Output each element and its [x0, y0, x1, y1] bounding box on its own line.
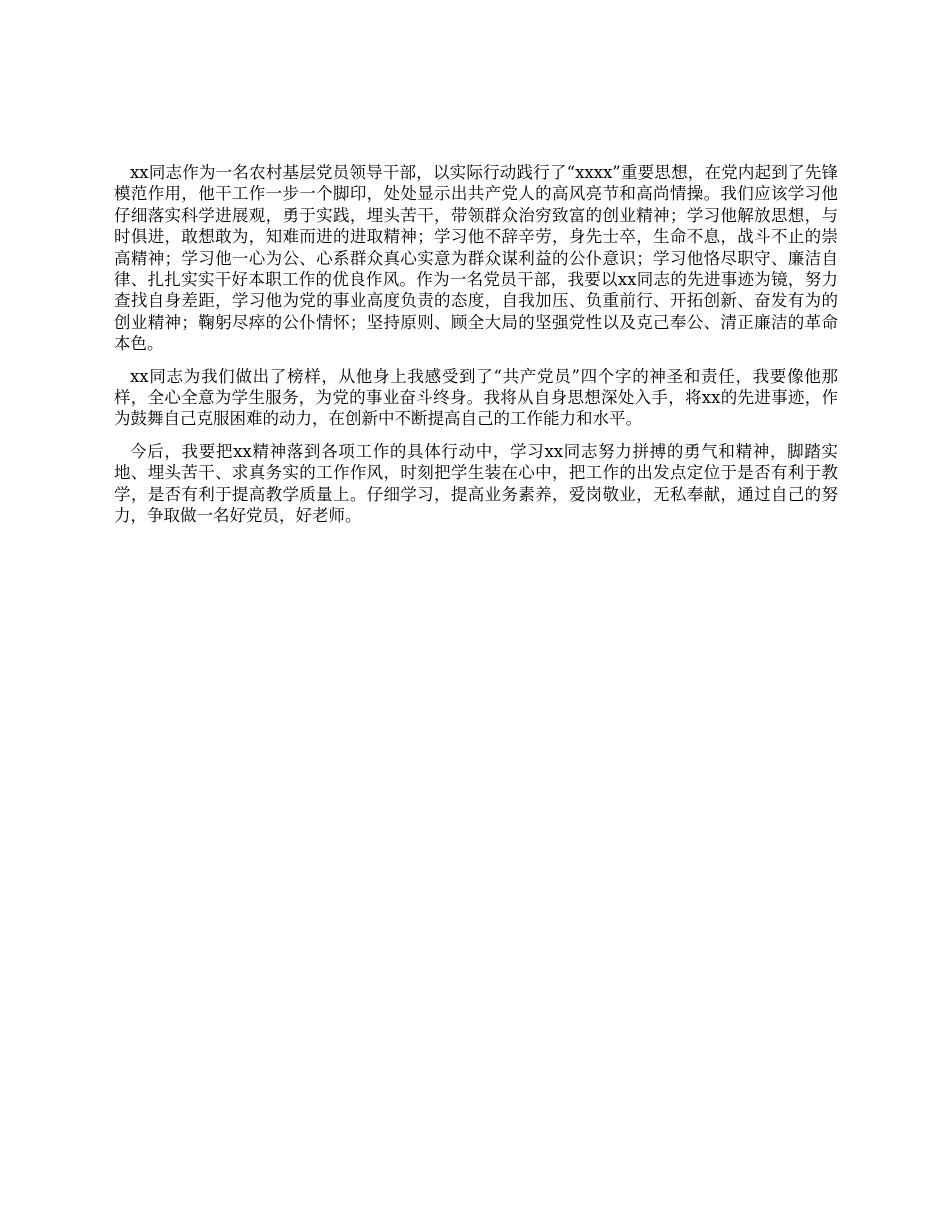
paragraph-3: 今后，我要把xx精神落到各项工作的具体行动中，学习xx同志努力拼搏的勇气和精神，脚踏实地、埋头苦干、求真务实的工作作风，时刻把学生装在心中，把工作的出发点定位于是否有利于教学，是否有利于提高教学质量上。仔细学习，提高业务素养，爱岗敬业，无私奉献，通过自己的努力，争取做一名好党员，好老师。 [114, 441, 838, 526]
document-body [114, 162, 838, 538]
paragraph-1: xx同志作为一名农村基层党员领导干部，以实际行动践行了“xxxx”重要思想，在党内起到了先锋模范作用，他干工作一步一个脚印，处处显示出共产党人的高风亮节和高尚情操。我们应该学习他仔细落实科学进展观，勇于实践，埋头苦干，带领群众治穷致富的创业精神；学习他解放思想，与时俱进，敢想敢为，知难而进的进取精神；学习他不辞辛劳，身先士卒，生命不息，战斗不止的崇高精神；学习他一心为公、心系群众真心实意为群众谋利益的公仆意识；学习他恪尽职守、廉洁自律、扎扎实实干好本职工作的优良作风。作为一名党员干部，我要以xx同志的先进事迹为镜，努力查找自身差距，学习他为党的事业高度负责的态度，自我加压、负重前行、开拓创新、奋发有为的创业精神；鞠躬尽瘁的公仆情怀；坚持原则、顾全大局的坚强党性以及克己奉公、清正廉洁的革命本色。 [114, 163, 838, 354]
paragraph-2: xx同志为我们做出了榜样，从他身上我感受到了“共产党员”四个字的神圣和责任，我要像他那样，全心全意为学生服务，为党的事业奋斗终身。我将从自身思想深处入手，将xx的先进事迹，作为鼓舞自己克服困难的动力，在创新中不断提高自己的工作能力和水平。 [114, 366, 838, 429]
